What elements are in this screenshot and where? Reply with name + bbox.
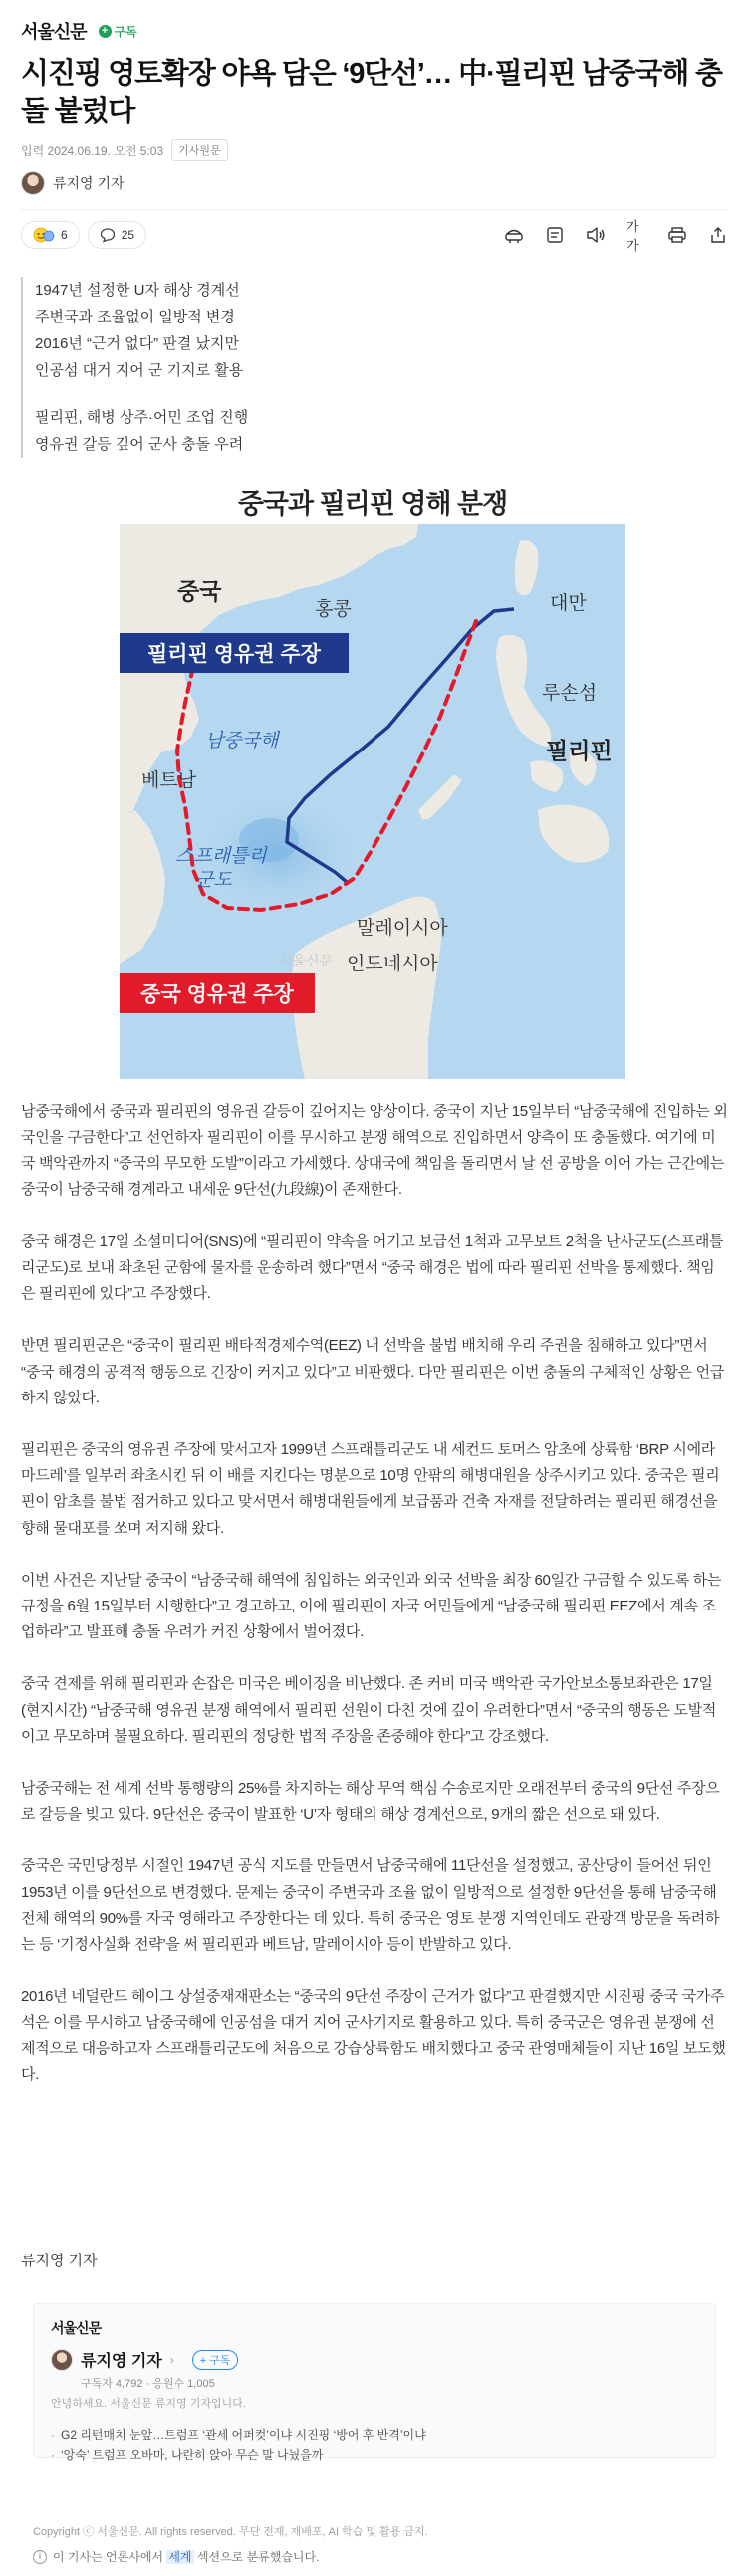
label-hongkong: 홍콩: [315, 599, 352, 620]
section-note-post: 섹션으로 분류했습니다.: [193, 2550, 320, 2564]
press-header: [21, 18, 137, 44]
label-malaysia: 말레이시아: [357, 918, 448, 939]
headline: 시진핑 영토확장 야욕 담은 ‘9단선’… 中·필리핀 남중국해 충돌 붙렀다: [21, 58, 722, 127]
reaction-count: 6: [61, 228, 68, 242]
personalize-icon[interactable]: [504, 225, 524, 245]
reporter-name[interactable]: 류지영 기자: [53, 175, 125, 191]
avatar[interactable]: [51, 2349, 73, 2371]
article-paragraph: 이번 사건은 지난달 중국이 “남중국해 해역에 침입하는 외국인과 외국 선박을 최장 60일간 구금할 수 있도록 하는 규정을 6월 15일부터 시행한다”고 경고하고, 이에 필리핀이 자국 어민들에게 “남중국해 필리핀 EEZ에서 계속 조업하라”고 발표해 충돌 우려가 커진 상황에서 벌어졌다.: [21, 1571, 722, 1641]
article-body: [21, 1099, 728, 2114]
label-south-china-sea: 남중국해: [205, 731, 279, 751]
card-stats: 구독자 4,792 · 응원수 1,005: [81, 2378, 215, 2390]
section-link[interactable]: 세계: [168, 2550, 192, 2564]
speaker-icon[interactable]: [586, 225, 606, 245]
summary-line: 1947년 설정한 U자 해상 경계선: [35, 282, 240, 299]
section-note-pre: 이 기사는 언론사에서: [53, 2550, 167, 2564]
article-paragraph: 남중국해는 전 세계 선박 통행량의 25%를 차지하는 해상 무역 핵심 수송로지만 오래전부터 중국의 9단선 주장으로 갈등을 빚고 있다. 9단선은 중국이 발표한 ‘U’자 형태의 해상 경계선으로, 9개의 짧은 선으로 돼 있다.: [21, 1780, 720, 1824]
summary-line: 2016년 “근거 없다” 판결 났지만: [35, 335, 239, 352]
reaction-button[interactable]: [21, 221, 80, 249]
watermark-label: 서울신문: [279, 954, 334, 969]
card-note: 안녕하세요. 서울신문 류지영 기자입니다.: [51, 2398, 246, 2410]
map-title: 중국과 필리핀 영해 분쟁: [237, 489, 508, 519]
card-reporter-row: [51, 2348, 698, 2371]
font-size-button[interactable]: 가가: [626, 219, 639, 253]
reporter-card: [33, 2303, 716, 2462]
action-bar: [21, 219, 728, 253]
map-svg: [120, 482, 625, 1079]
article-paragraph: 중국 견제를 위해 필리핀과 손잡은 미국은 베이징을 비난했다. 존 커비 미국 백악관 국가안보소통보좌관은 17일(현지시간) “남중국해 영유권 분쟁 해역에서 필리핀 선원이 다친 것에 깊이 우려한다”면서 “중국의 행동은 도발적이고 무모하며 불필요하다. 필리핀의 정당한 법적 주장을 존중해야 한다”고 강조했다.: [21, 1675, 717, 1745]
article-paragraph: 반면 필리핀군은 “중국이 필리핀 배타적경제수역(EEZ) 내 선박을 불법 배치해 우리 주권을 침해하고 있다”면서 “중국 해경의 공격적 행동으로 긴장이 커지고 있다”고 비판했다. 다만 필리핀은 이번 충돌의 구체적인 상황은 언급하지 않았다.: [21, 1337, 724, 1406]
article-paragraph: 남중국해에서 중국과 필리핀의 영유권 갈등이 깊어지는 양상이다. 중국이 지난 15일부터 “남중국해에 진입하는 외국인을 구금한다”고 선언하자 필리핀이 이를 무시하고 분쟁 해역으로 진입하면서 양측이 또 충돌했다. 여기에 미국 백악관까지 “중국의 무모한 도발”이라고 가세했다. 상대국에 책임을 돌리면서 날 선 공방을 이어 가는 근간에는 중국이 남중국해 경계라고 내세운 9단선(九段線)이 존재한다.: [21, 1103, 728, 1198]
summary-line: 필리핀, 해병 상주·어민 조업 진행: [35, 409, 249, 426]
related-article-link[interactable]: · G2 리턴매치 눈앞…트럼프 ‘관세 어퍼컷’이냐 시진핑 ‘방어 후 반격’이냐: [51, 2425, 698, 2445]
subscribe-button[interactable]: [99, 23, 137, 40]
legend-philippines-label: 필리핀 영유권 주장: [147, 643, 321, 666]
summary-icon[interactable]: [545, 225, 565, 245]
label-spratly-2: 군도: [195, 870, 232, 891]
article-summary: [21, 277, 248, 458]
publish-meta: [21, 139, 228, 161]
comment-icon: [100, 227, 116, 243]
legend-china-label: 중국 영유권 주장: [140, 983, 294, 1006]
card-subscribe-button[interactable]: + 구독: [192, 2350, 239, 2370]
article-paragraph: 필리핀은 중국의 영유권 주장에 맞서고자 1999년 스프래틀리군도 내 세컨드 토머스 암초에 상륙함 ‘BRP 시에라 마드레’를 일부러 좌초시킨 뒤 이 배를 지킨다는 명분으로 10명 안팎의 해병대원을 상주시키고 있다. 중국은 필리핀이 암초를 불법 점거하고 있다고 맞서면서 해병대원들에게 보급품과 건축 자재를 전달하려는 필리핀 해경선을 향해 물대포를 쏘며 저지해 왔다.: [21, 1441, 720, 1537]
related-articles: [51, 2425, 698, 2465]
article-byline: 류지영 기자: [21, 2253, 98, 2269]
info-icon: i: [33, 2550, 47, 2564]
label-luzon: 루손섬: [542, 683, 598, 704]
article-tools: [504, 219, 728, 253]
divider: [21, 209, 728, 210]
reporter-row[interactable]: [21, 171, 125, 195]
card-reporter-name[interactable]: 류지영 기자: [81, 2353, 162, 2370]
share-icon[interactable]: [708, 225, 728, 245]
dispute-map[interactable]: [120, 482, 625, 1079]
comment-count: 25: [121, 228, 135, 242]
copyright-notice: Copyright ⓒ 서울신문. All rights reserved. 무단 전재, 재배포, AI 학습 및 활용 금지.: [33, 2526, 428, 2538]
card-press-logo[interactable]: 서울신문: [51, 2321, 102, 2337]
subscribe-label: 구독: [114, 24, 137, 39]
original-article-button[interactable]: 기사원문: [171, 139, 228, 161]
section-note: [33, 2548, 319, 2565]
print-icon[interactable]: [667, 225, 687, 245]
avatar: [21, 171, 45, 195]
summary-line: 주변국과 조율없이 일방적 변경: [35, 309, 235, 325]
article-paragraph: 중국 해경은 17일 소셜미디어(SNS)에 “필리핀이 약속을 어기고 보급선 1척과 고무보트 2척을 난사군도(스프래틀리군도)로 보내 좌초된 군함에 물자를 운송하려 했다”면서 “중국 해경은 법에 따라 필리핀 선박을 통제했다. 책임은 필리핀에 있다”고 주장했다.: [21, 1232, 724, 1303]
comment-button[interactable]: [88, 221, 146, 249]
publish-date: 입력 2024.06.19. 오전 5:03: [21, 143, 164, 158]
press-logo[interactable]: 서울신문: [21, 22, 87, 43]
chevron-right-icon: ›: [169, 2352, 174, 2367]
article-paragraph: 중국은 국민당정부 시절인 1947년 공식 지도를 만들면서 남중국해에 11단선을 설정했고, 공산당이 들어선 뒤인 1953년 이를 9단선으로 변경했다. 문제는 중국이 주변국과 조율 없이 일방적으로 설정한 9단선을 통해 남중국해 전체 해역의 90%를 자국 영해라고 주장한다는 데 있다. 특히 중국은 영토 분쟁 지역인데도 관광객 방문을 독려하는 등 ‘기정사실화 전략’을 써 필리핀과 베트남, 말레이시아 등이 반발하고 있다.: [21, 1857, 720, 1954]
label-indonesia: 인도네시아: [347, 954, 438, 974]
label-taiwan: 대만: [550, 593, 587, 614]
article-paragraph: 2016년 네덜란드 헤이그 상설중재재판소는 “중국의 9단선 주장이 근거가 없다”고 판결했지만 시진핑 중국 국가주석은 이를 무시하고 남중국해에 인공섬을 대거 지어 군사기지로 활용하고 있다. 특히 중국군은 영유권 분쟁에 선제적으로 대응하고자 스프래틀리군도에 처음으로 강습상륙함도 배치했다고 중국 관영매체들이 지난 16일 보도했다.: [21, 1988, 726, 2083]
summary-line: 인공섬 대거 지어 군 기지로 활용: [35, 362, 244, 379]
label-vietnam: 베트남: [141, 770, 197, 791]
plus-icon: +: [99, 25, 112, 38]
label-philippines: 필리핀: [546, 738, 613, 763]
summary-line: 영유권 갈등 깊어 군사 충돌 우려: [35, 436, 244, 453]
related-article-link[interactable]: · ‘앙숙’ 트럼프 오바마, 나란히 앉아 무슨 말 나눴을까: [51, 2445, 698, 2465]
label-spratly-1: 스프래틀리: [175, 846, 267, 867]
label-china: 중국: [177, 578, 222, 604]
reaction-emoji-icon: [33, 227, 55, 243]
